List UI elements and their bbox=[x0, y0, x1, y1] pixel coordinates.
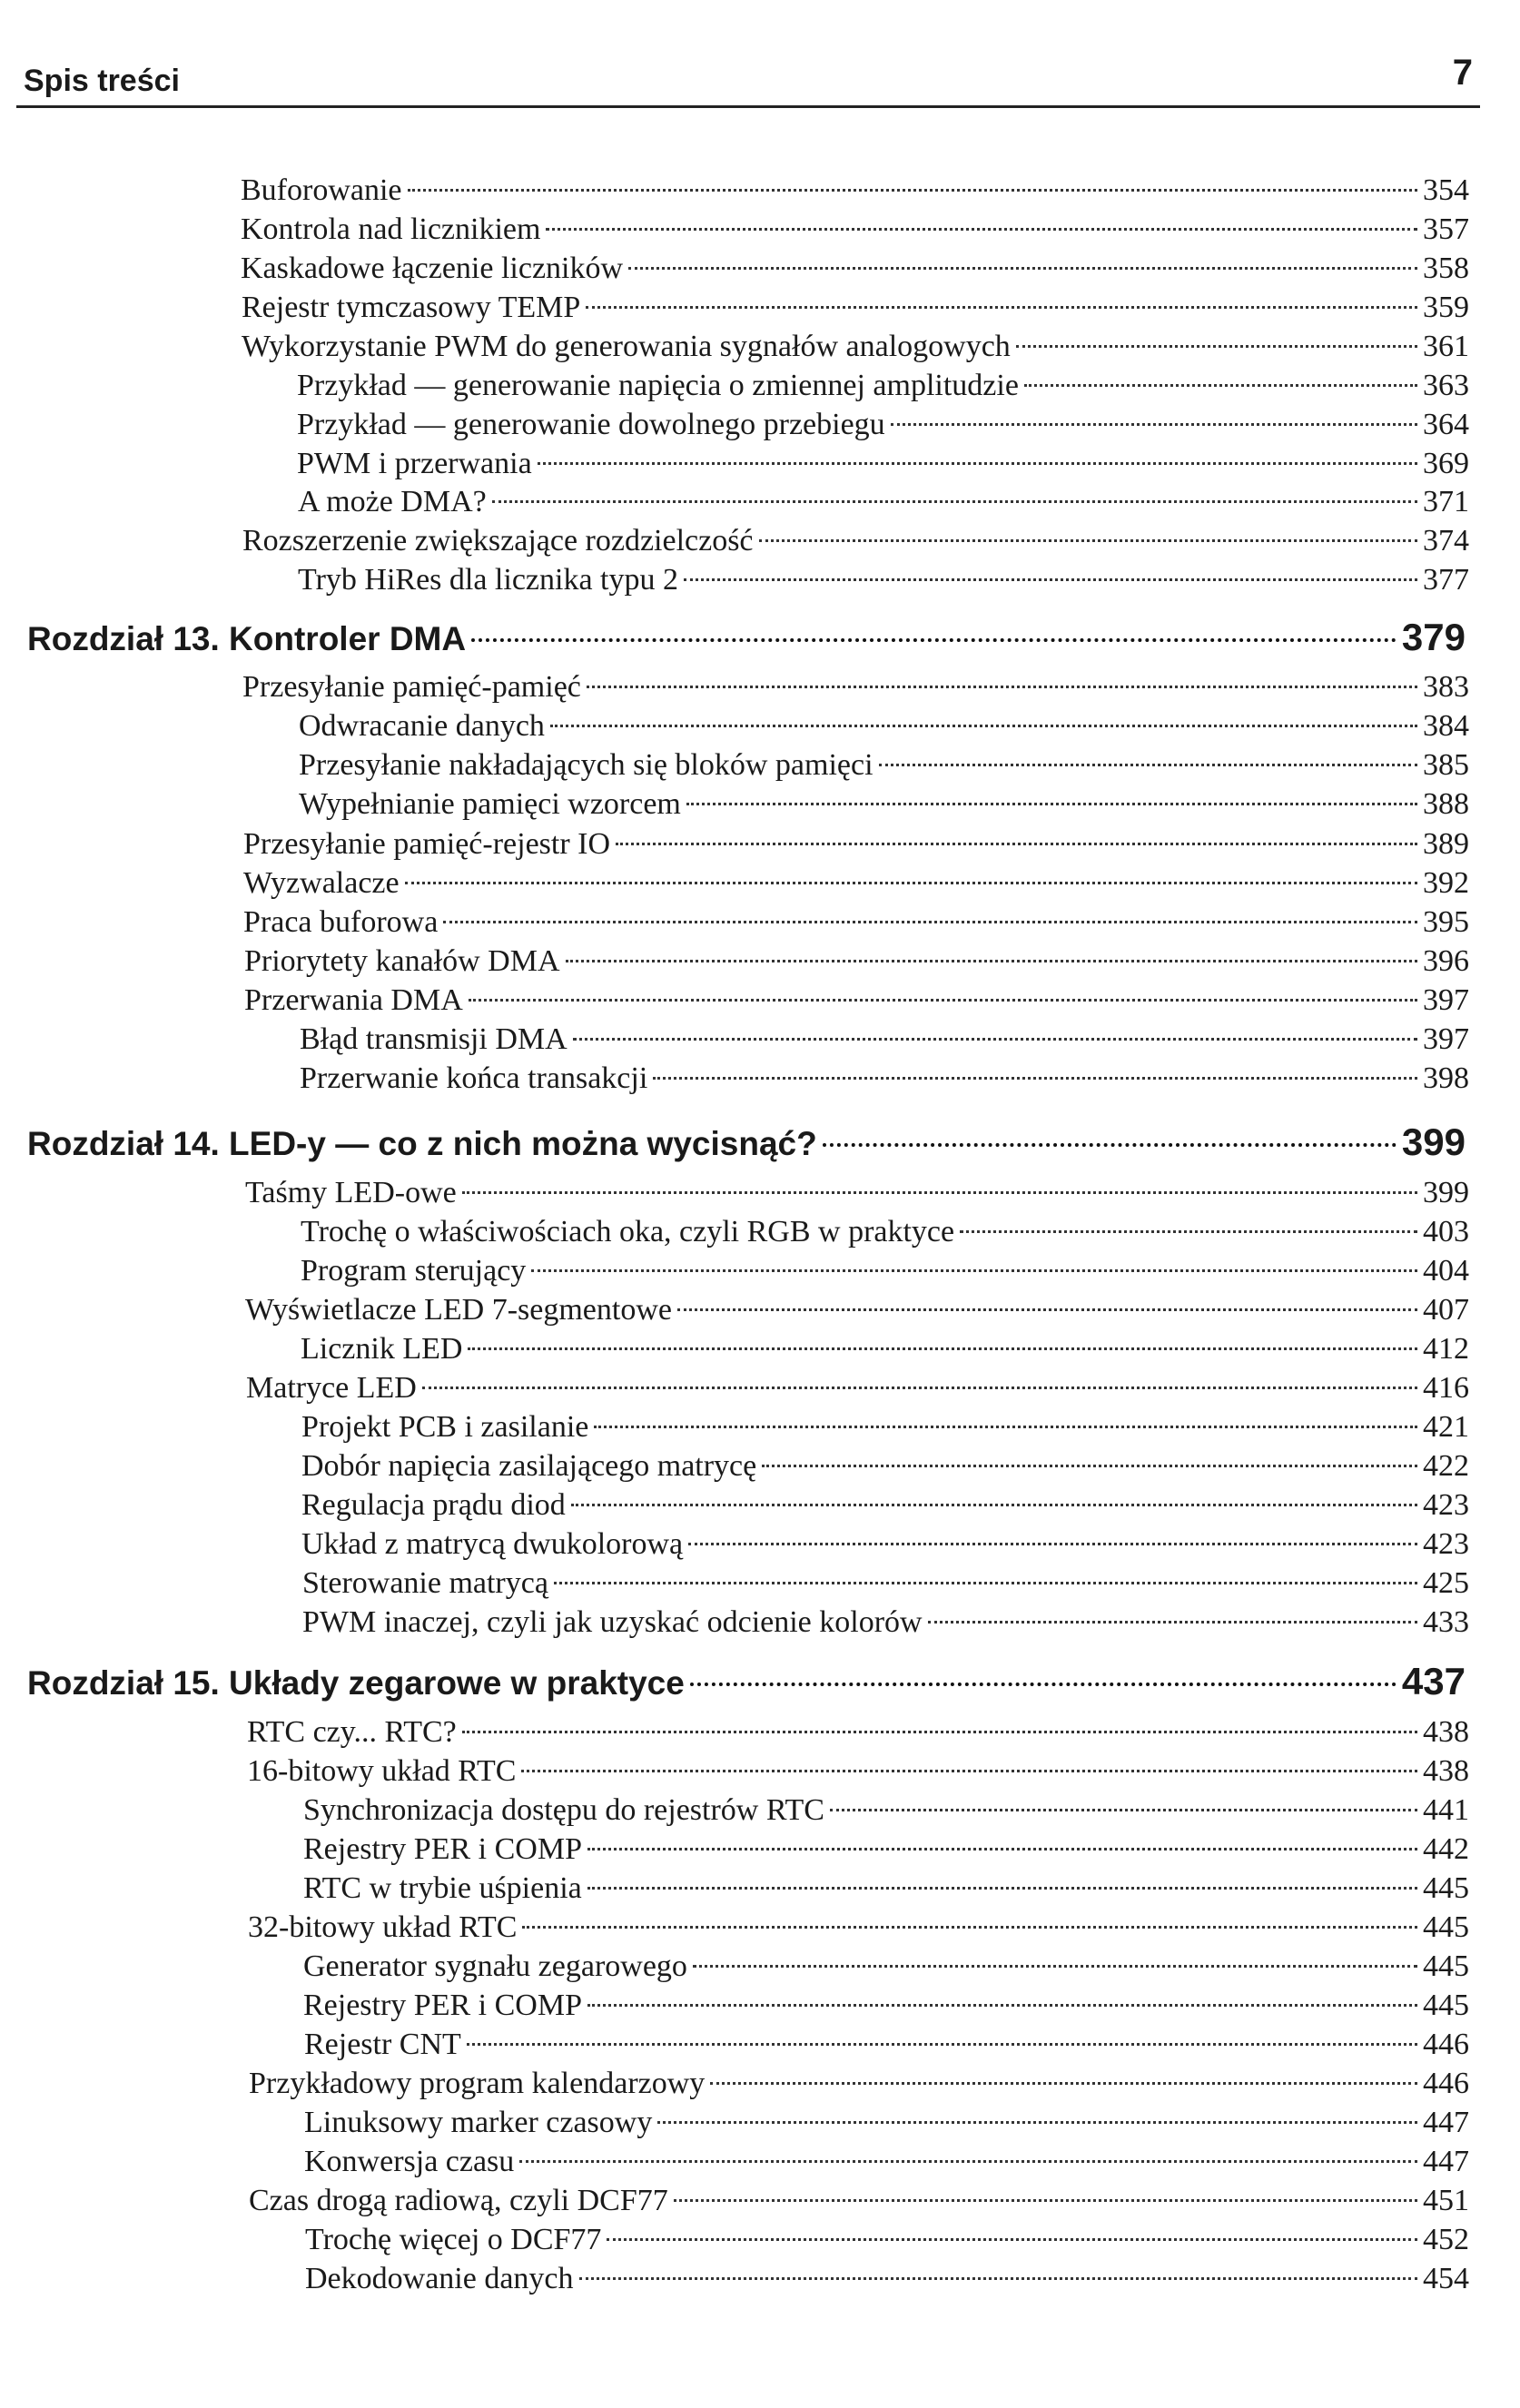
toc-entry-page: 438 bbox=[1423, 1715, 1469, 1749]
dot-leader bbox=[693, 1965, 1417, 1968]
toc-entry-page: 358 bbox=[1423, 252, 1469, 285]
toc-entry bbox=[298, 562, 1469, 598]
toc-entry-page: 425 bbox=[1423, 1566, 1469, 1600]
toc-chapter-entry bbox=[27, 1120, 1466, 1163]
toc-entry-title: Wykorzystanie PWM do generowania sygnałów analogowych bbox=[242, 330, 1011, 363]
dot-leader bbox=[521, 1770, 1417, 1772]
dot-leader bbox=[677, 1308, 1417, 1311]
toc-entry-page: 423 bbox=[1423, 1527, 1469, 1561]
dot-leader bbox=[710, 2082, 1417, 2085]
toc-entry-page: 446 bbox=[1423, 2067, 1469, 2100]
toc-entry-title: Przesyłanie pamięć-pamięć bbox=[242, 670, 581, 704]
dot-leader bbox=[891, 423, 1417, 426]
toc-entry-page: 451 bbox=[1423, 2184, 1469, 2217]
toc-entry bbox=[304, 2105, 1469, 2141]
toc-entry-title: Linuksowy marker czasowy bbox=[304, 2106, 653, 2139]
dot-leader bbox=[408, 189, 1417, 192]
toc-entry bbox=[302, 1604, 1469, 1641]
toc-entry-title: RTC w trybie uśpienia bbox=[303, 1871, 582, 1905]
toc-entry-page: 412 bbox=[1423, 1332, 1469, 1366]
toc-entry bbox=[243, 904, 1469, 941]
dot-leader bbox=[674, 2199, 1417, 2202]
dot-leader bbox=[519, 2160, 1417, 2163]
toc-entry bbox=[301, 1526, 1469, 1563]
toc-entry bbox=[299, 747, 1469, 784]
toc-entry-title: Przerwanie końca transakcji bbox=[300, 1061, 648, 1095]
toc-entry-title: Przykładowy program kalendarzowy bbox=[249, 2067, 706, 2100]
toc-entry bbox=[302, 1565, 1469, 1602]
toc-entry-title: Priorytety kanałów DMA bbox=[244, 944, 560, 978]
toc-entry-title: Rejestr tymczasowy TEMP bbox=[242, 291, 581, 324]
toc-chapter-entry bbox=[27, 1660, 1466, 1702]
toc-entry-page: 396 bbox=[1423, 944, 1469, 978]
dot-leader bbox=[1024, 384, 1417, 387]
toc-entry-page: 397 bbox=[1423, 1022, 1469, 1056]
dot-leader bbox=[462, 1731, 1417, 1733]
toc-entry bbox=[300, 1021, 1469, 1058]
toc-entry-title: Matryce LED bbox=[246, 1371, 417, 1405]
toc-entry-title: Rozdział 15. Układy zegarowe w praktyce bbox=[27, 1664, 685, 1702]
toc-entry bbox=[241, 251, 1469, 287]
dot-leader bbox=[468, 1347, 1417, 1350]
toc-entry-page: 447 bbox=[1423, 2145, 1469, 2178]
toc-entry-title: Buforowanie bbox=[241, 173, 402, 207]
toc-entry bbox=[305, 2261, 1469, 2297]
toc-entry-page: 364 bbox=[1423, 408, 1469, 441]
toc-entry bbox=[242, 290, 1469, 326]
dot-leader bbox=[762, 1465, 1417, 1467]
toc-entry bbox=[303, 1949, 1469, 1985]
dot-leader bbox=[492, 500, 1417, 503]
toc-entry-page: 445 bbox=[1423, 1989, 1469, 2022]
toc-entry-page: 357 bbox=[1423, 212, 1469, 246]
toc-entry-page: 442 bbox=[1423, 1832, 1469, 1866]
toc-entry bbox=[297, 368, 1469, 404]
dot-leader bbox=[628, 267, 1417, 270]
toc-entry-title: Projekt PCB i zasilanie bbox=[301, 1410, 589, 1444]
dot-leader bbox=[879, 764, 1417, 766]
toc-entry bbox=[303, 1792, 1469, 1829]
toc-entry-title: Rejestry PER i COMP bbox=[303, 1832, 582, 1866]
toc-entry bbox=[249, 2066, 1469, 2102]
toc-entry-title: Kaskadowe łączenie liczników bbox=[241, 252, 624, 285]
toc-entry-page: 421 bbox=[1423, 1410, 1469, 1444]
toc-entry bbox=[303, 1870, 1469, 1907]
toc-entry-title: Rejestr CNT bbox=[304, 2028, 461, 2061]
toc-entry bbox=[242, 669, 1469, 706]
toc-entry-title: Układ z matrycą dwukolorową bbox=[301, 1527, 684, 1561]
toc-entry-title: Licznik LED bbox=[301, 1332, 463, 1366]
toc-entry-title: Wypełnianie pamięci wzorcem bbox=[299, 787, 681, 821]
toc-entry-title: Czas drogą radiową, czyli DCF77 bbox=[249, 2184, 668, 2217]
running-header bbox=[16, 53, 1480, 108]
toc-entry-title: Rejestry PER i COMP bbox=[303, 1989, 582, 2022]
toc-entry-title: Rozszerzenie zwiększające rozdzielczość bbox=[242, 524, 754, 558]
page-number: 7 bbox=[1452, 53, 1473, 93]
toc-entry-title: Trochę o właściwościach oka, czyli RGB w praktyce bbox=[301, 1215, 955, 1248]
dot-leader bbox=[607, 2238, 1417, 2241]
toc-entry bbox=[301, 1448, 1469, 1485]
toc-entry-title: PWM i przerwania bbox=[297, 447, 532, 480]
dot-leader bbox=[616, 843, 1417, 845]
toc-entry bbox=[243, 865, 1469, 902]
dot-leader bbox=[550, 725, 1417, 727]
dot-leader bbox=[1016, 345, 1417, 348]
toc-entry-page: 354 bbox=[1423, 173, 1469, 207]
toc-entry-title: Synchronizacja dostępu do rejestrów RTC bbox=[303, 1793, 824, 1827]
dot-leader bbox=[443, 921, 1417, 923]
toc-entry-page: 433 bbox=[1423, 1605, 1469, 1639]
dot-leader bbox=[690, 1683, 1397, 1686]
toc-entry-title: Wyzwalacze bbox=[243, 866, 400, 900]
toc-entry-page: 407 bbox=[1423, 1293, 1469, 1327]
toc-entry-page: 445 bbox=[1423, 1871, 1469, 1905]
toc-entry-page: 423 bbox=[1423, 1488, 1469, 1522]
toc-entry-page: 392 bbox=[1423, 866, 1469, 900]
toc-entry-page: 397 bbox=[1423, 983, 1469, 1017]
dot-leader bbox=[594, 1426, 1417, 1428]
dot-leader bbox=[686, 803, 1417, 805]
toc-entry bbox=[301, 1409, 1469, 1446]
toc-entry-page: 371 bbox=[1423, 485, 1469, 518]
toc-entry bbox=[305, 2222, 1469, 2258]
toc-entry-title: Przesyłanie nakładających się bloków pamięci bbox=[299, 748, 874, 782]
toc-entry-page: 446 bbox=[1423, 2028, 1469, 2061]
dot-leader bbox=[554, 1582, 1417, 1584]
toc-entry-title: Praca buforowa bbox=[243, 905, 439, 939]
toc-entry-page: 445 bbox=[1423, 1949, 1469, 1983]
dot-leader bbox=[471, 638, 1397, 642]
toc-entry-title: Konwersja czasu bbox=[304, 2145, 515, 2178]
toc-entry-title: Błąd transmisji DMA bbox=[300, 1022, 568, 1056]
toc-entry-page: 416 bbox=[1423, 1371, 1469, 1405]
toc-entry bbox=[298, 484, 1469, 520]
toc-entry bbox=[301, 1487, 1469, 1524]
dot-leader bbox=[960, 1230, 1417, 1233]
toc-entry-page: 369 bbox=[1423, 447, 1469, 480]
toc-entry-page: 374 bbox=[1423, 524, 1469, 558]
toc-entry-page: 399 bbox=[1401, 1120, 1466, 1163]
toc-entry-page: 438 bbox=[1423, 1754, 1469, 1788]
dot-leader bbox=[469, 999, 1417, 1002]
toc-entry bbox=[244, 943, 1469, 980]
dot-leader bbox=[579, 2277, 1417, 2280]
toc-entry bbox=[245, 1292, 1469, 1328]
toc-entry bbox=[246, 1370, 1469, 1406]
toc-entry bbox=[247, 1753, 1469, 1790]
toc-entry-title: 16-bitowy układ RTC bbox=[247, 1754, 517, 1788]
toc-entry bbox=[244, 982, 1469, 1019]
toc-entry-title: Generator sygnału zegarowego bbox=[303, 1949, 687, 1983]
toc-entry-page: 437 bbox=[1401, 1660, 1466, 1702]
dot-leader bbox=[587, 686, 1417, 688]
toc-entry bbox=[249, 2183, 1469, 2219]
toc-entry-title: Regulacja prądu diod bbox=[301, 1488, 566, 1522]
toc-entry-page: 363 bbox=[1423, 369, 1469, 402]
toc-entry-title: A może DMA? bbox=[298, 485, 487, 518]
toc-entry-page: 395 bbox=[1423, 905, 1469, 939]
toc-entry-title: RTC czy... RTC? bbox=[247, 1715, 457, 1749]
toc-entry-title: Wyświetlacze LED 7-segmentowe bbox=[245, 1293, 672, 1327]
toc-entry bbox=[248, 1910, 1469, 1946]
toc-entry bbox=[247, 1714, 1469, 1751]
dot-leader bbox=[566, 960, 1417, 962]
dot-leader bbox=[587, 1848, 1417, 1850]
toc-entry-page: 389 bbox=[1423, 827, 1469, 861]
toc-entry-title: Kontrola nad licznikiem bbox=[241, 212, 541, 246]
toc-entry-page: 377 bbox=[1423, 563, 1469, 597]
toc-entry bbox=[242, 523, 1469, 559]
toc-entry bbox=[241, 212, 1469, 248]
dot-leader bbox=[759, 539, 1417, 542]
toc-entry-title: Rozdział 14. LED-y — co z nich można wycisnąć? bbox=[27, 1125, 817, 1162]
toc-entry bbox=[301, 1331, 1469, 1367]
dot-leader bbox=[587, 2004, 1417, 2007]
dot-leader bbox=[405, 882, 1417, 884]
toc-entry bbox=[304, 2144, 1469, 2180]
toc-entry-title: Odwracanie danych bbox=[299, 709, 545, 743]
toc-entry-page: 452 bbox=[1423, 2223, 1469, 2256]
toc-entry-page: 399 bbox=[1423, 1176, 1469, 1209]
toc-entry bbox=[299, 708, 1469, 745]
toc-entry bbox=[242, 329, 1469, 365]
toc-entry-page: 403 bbox=[1423, 1215, 1469, 1248]
dot-leader bbox=[531, 1269, 1417, 1272]
toc-entry-page: 447 bbox=[1423, 2106, 1469, 2139]
toc-chapter-entry bbox=[27, 616, 1466, 658]
toc-entry bbox=[301, 1253, 1469, 1289]
toc-entry-title: Trochę więcej o DCF77 bbox=[305, 2223, 602, 2256]
toc-entry-page: 398 bbox=[1423, 1061, 1469, 1095]
toc-entry-title: Program sterujący bbox=[301, 1254, 527, 1288]
toc-entry bbox=[243, 826, 1469, 863]
dot-leader bbox=[684, 578, 1417, 581]
section-title: Spis treści bbox=[24, 64, 180, 98]
dot-leader bbox=[657, 2121, 1417, 2124]
toc-entry-page: 404 bbox=[1423, 1254, 1469, 1288]
toc-entry bbox=[304, 2027, 1469, 2063]
toc-entry-title: Przykład — generowanie napięcia o zmiennej amplitudzie bbox=[297, 369, 1019, 402]
toc-entry bbox=[300, 1061, 1469, 1097]
dot-leader bbox=[462, 1191, 1417, 1194]
toc-entry bbox=[303, 1988, 1469, 2024]
toc-entry bbox=[297, 407, 1469, 443]
toc-entry-page: 445 bbox=[1423, 1910, 1469, 1944]
dot-leader bbox=[467, 2043, 1417, 2046]
toc-entry-title: Tryb HiRes dla licznika typu 2 bbox=[298, 563, 678, 597]
toc-entry-title: Przerwania DMA bbox=[244, 983, 463, 1017]
toc-entry-page: 384 bbox=[1423, 709, 1469, 743]
toc-entry-page: 388 bbox=[1423, 787, 1469, 821]
toc-entry bbox=[299, 786, 1469, 823]
toc-entry-title: Rozdział 13. Kontroler DMA bbox=[27, 620, 467, 657]
dot-leader bbox=[586, 306, 1417, 309]
toc-entry-title: Przesyłanie pamięć-rejestr IO bbox=[243, 827, 611, 861]
toc-entry-page: 422 bbox=[1423, 1449, 1469, 1483]
dot-leader bbox=[830, 1809, 1417, 1811]
toc-entry-title: Dekodowanie danych bbox=[305, 2262, 574, 2295]
toc-entry-page: 441 bbox=[1423, 1793, 1469, 1827]
toc-entry-page: 383 bbox=[1423, 670, 1469, 704]
dot-leader bbox=[587, 1887, 1417, 1890]
dot-leader bbox=[823, 1143, 1397, 1147]
toc-entry bbox=[303, 1831, 1469, 1868]
dot-leader bbox=[928, 1621, 1417, 1623]
dot-leader bbox=[522, 1926, 1417, 1929]
toc-entry-title: Przykład — generowanie dowolnego przebiegu bbox=[297, 408, 885, 441]
toc-entry-title: Sterowanie matrycą bbox=[302, 1566, 548, 1600]
dot-leader bbox=[422, 1387, 1417, 1389]
dot-leader bbox=[653, 1077, 1417, 1080]
toc-entry bbox=[245, 1175, 1469, 1211]
toc-entry bbox=[301, 1214, 1469, 1250]
dot-leader bbox=[571, 1504, 1417, 1506]
dot-leader bbox=[688, 1543, 1417, 1545]
toc-entry-page: 361 bbox=[1423, 330, 1469, 363]
dot-leader bbox=[538, 462, 1417, 465]
toc-entry-title: Taśmy LED-owe bbox=[245, 1176, 457, 1209]
toc-entry bbox=[297, 446, 1469, 482]
toc-entry-title: 32-bitowy układ RTC bbox=[248, 1910, 518, 1944]
toc-entry-page: 359 bbox=[1423, 291, 1469, 324]
toc-entry-title: Dobór napięcia zasilającego matrycę bbox=[301, 1449, 757, 1483]
toc-entry-page: 379 bbox=[1401, 616, 1466, 658]
dot-leader bbox=[573, 1038, 1417, 1041]
toc-entry bbox=[241, 173, 1469, 209]
dot-leader bbox=[546, 228, 1417, 231]
toc-entry-title: PWM inaczej, czyli jak uzyskać odcienie kolorów bbox=[302, 1605, 923, 1639]
toc-entry-page: 385 bbox=[1423, 748, 1469, 782]
toc-entry-page: 454 bbox=[1423, 2262, 1469, 2295]
